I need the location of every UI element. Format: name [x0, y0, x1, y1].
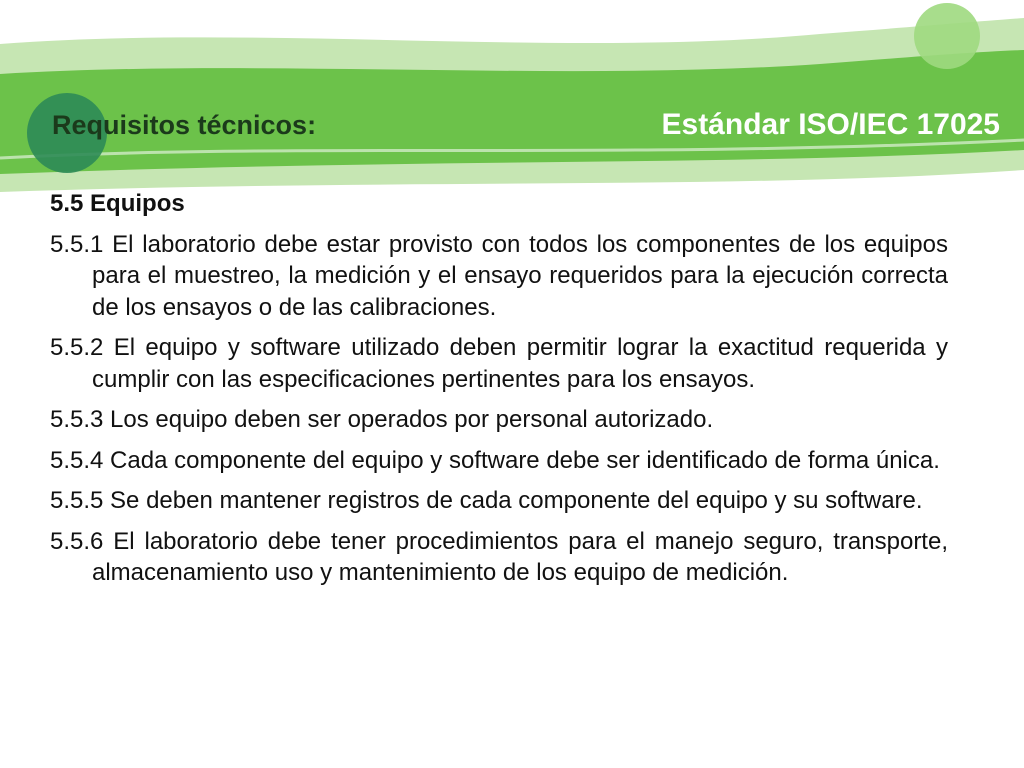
clause-5-5-3: 5.5.3 Los equipo deben ser operados por personal autorizado. — [50, 406, 714, 433]
slide-subtitle: Estándar ISO/IEC 17025 — [661, 108, 1000, 141]
clause-5-5-2: 5.5.2 El equipo y software utilizado deben permitir lograr la exactitud requerida y cumplir con las especificaciones pertinentes para los ensayos. — [50, 334, 948, 393]
clause-5-5-5: 5.5.5 Se deben mantener registros de cada componente del equipo y su software. — [50, 487, 923, 514]
clause-5-5-6: 5.5.6 El laboratorio debe tener procedimientos para el manejo seguro, transporte, almacenamiento uso y mantenimiento de los equipo de medición. — [50, 527, 948, 586]
clause-5-5-1: 5.5.1 El laboratorio debe estar provisto con todos los componentes de los equipos para el muestreo, la medición y el ensayo requeridos para la ejecución correcta de los ensayos o de las calibraciones. — [50, 230, 948, 321]
slide-body — [50, 188, 948, 598]
slide-title: Requisitos técnicos: — [52, 110, 317, 140]
clause-5-5-4: 5.5.4 Cada componente del equipo y software debe ser identificado de forma única. — [50, 446, 940, 474]
section-heading: 5.5 Equipos — [50, 190, 185, 217]
header-circle-light — [914, 3, 980, 69]
